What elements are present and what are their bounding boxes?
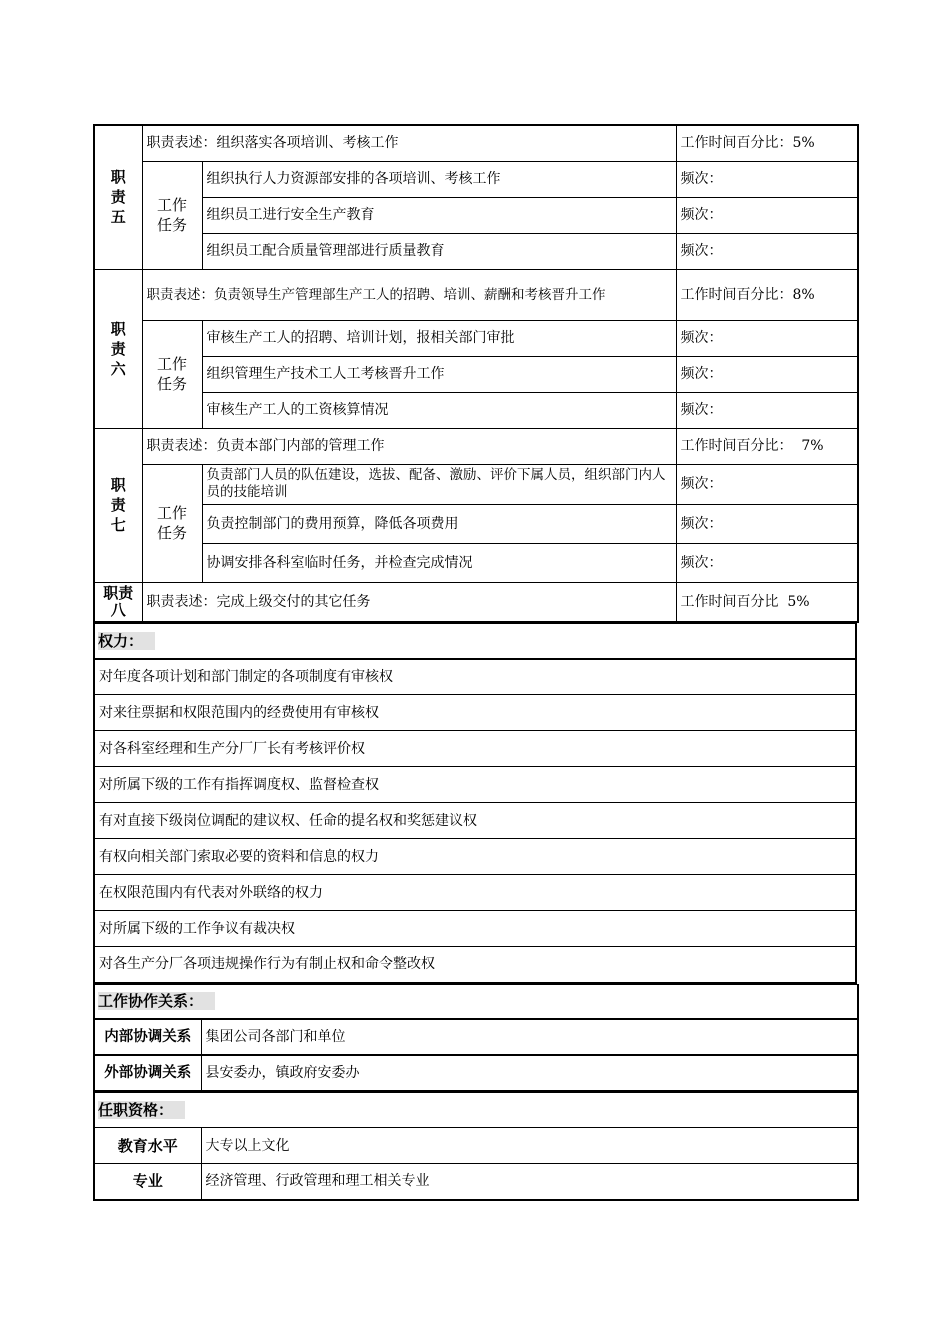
duty-8-time-percent: 工作时间百分比 5% [676, 582, 858, 622]
authority-item-4: 对所属下级的工作有指挥调度权、监督检查权 [94, 767, 856, 803]
qualification-table [93, 1092, 859, 1201]
major-value: 经济管理、行政管理和理工相关专业 [201, 1164, 858, 1200]
duty-5-task-1-frequency: 频次： [676, 161, 858, 197]
authority-item-7: 在权限范围内有代表对外联络的权力 [94, 875, 856, 911]
duty-7-task-3: 协调安排各科室临时任务，并检查完成情况 [202, 543, 676, 582]
duty-7-task-label: 工作 任务 [142, 464, 202, 582]
duty-6-task-2: 组织管理生产技术工人工考核晋升工作 [202, 356, 676, 392]
duty-5-task-3-frequency: 频次： [676, 233, 858, 269]
duty-7-task-1: 负责部门人员的队伍建设，选拔、配备、激励、评价下属人员，组织部门内人员的技能培训 [202, 464, 676, 504]
qualification-title-text: 任职资格： [98, 1101, 185, 1119]
authority-item-3: 对各科室经理和生产分厂厂长有考核评价权 [94, 731, 856, 767]
cooperation-title-text: 工作协作关系： [98, 992, 215, 1010]
duty-7-task-1-frequency: 频次： [676, 464, 858, 504]
authority-item-2: 对来往票据和权限范围内的经费使用有审核权 [94, 695, 856, 731]
education-label: 教育水平 [94, 1128, 201, 1164]
duty-5-description: 职责表述：组织落实各项培训、考核工作 [142, 125, 676, 161]
duty-6-label: 职 责 六 [94, 269, 142, 428]
duty-5-task-3: 组织员工配合质量管理部进行质量教育 [202, 233, 676, 269]
duty-7-label: 职 责 七 [94, 428, 142, 582]
job-description-document [93, 124, 857, 1201]
duties-table [93, 124, 859, 623]
duty-5-time-percent: 工作时间百分比：5% [676, 125, 858, 161]
duty-8-label: 职责 八 [94, 582, 142, 622]
authority-item-1: 对年度各项计划和部门制定的各项制度有审核权 [94, 659, 856, 695]
duty-6-task-1-frequency: 频次： [676, 320, 858, 356]
education-value: 大专以上文化 [201, 1128, 858, 1164]
major-label: 专业 [94, 1164, 201, 1200]
duty-6-task-3-frequency: 频次： [676, 392, 858, 428]
duty-5-task-label: 工作 任务 [142, 161, 202, 269]
duty-7-task-3-frequency: 频次： [676, 543, 858, 582]
cooperation-table [93, 984, 859, 1093]
qualification-title [94, 1093, 858, 1128]
external-coordination-value: 县安委办，镇政府安委办 [201, 1055, 858, 1091]
internal-coordination-value: 集团公司各部门和单位 [201, 1019, 858, 1055]
duty-8-description: 职责表述：完成上级交付的其它任务 [142, 582, 676, 622]
duty-7-task-2-frequency: 频次： [676, 504, 858, 543]
duty-6-task-label: 工作 任务 [142, 320, 202, 428]
duty-6-task-3: 审核生产工人的工资核算情况 [202, 392, 676, 428]
authority-title-text: 权力： [98, 632, 155, 650]
authority-item-6: 有权向相关部门索取必要的资料和信息的权力 [94, 839, 856, 875]
internal-coordination-label: 内部协调关系 [94, 1019, 201, 1055]
duty-6-description: 职责表述：负责领导生产管理部生产工人的招聘、培训、薪酬和考核晋升工作 [142, 269, 676, 320]
duty-5-task-2: 组织员工进行安全生产教育 [202, 197, 676, 233]
authority-item-5: 有对直接下级岗位调配的建议权、任命的提名权和奖惩建议权 [94, 803, 856, 839]
external-coordination-label: 外部协调关系 [94, 1055, 201, 1091]
duty-7-task-2: 负责控制部门的费用预算，降低各项费用 [202, 504, 676, 543]
duty-5-task-2-frequency: 频次： [676, 197, 858, 233]
cooperation-title [94, 984, 858, 1019]
authority-title [94, 624, 856, 659]
duty-6-time-percent: 工作时间百分比：8% [676, 269, 858, 320]
authority-table [93, 623, 857, 984]
duty-7-description: 职责表述：负责本部门内部的管理工作 [142, 428, 676, 464]
duty-5-label: 职 责 五 [94, 125, 142, 269]
duty-5-task-1: 组织执行人力资源部安排的各项培训、考核工作 [202, 161, 676, 197]
duty-7-time-percent: 工作时间百分比： 7% [676, 428, 858, 464]
authority-item-9: 对各生产分厂各项违规操作行为有制止权和命令整改权 [94, 947, 856, 983]
duty-6-task-2-frequency: 频次： [676, 356, 858, 392]
authority-item-8: 对所属下级的工作争议有裁决权 [94, 911, 856, 947]
duty-6-task-1: 审核生产工人的招聘、培训计划，报相关部门审批 [202, 320, 676, 356]
